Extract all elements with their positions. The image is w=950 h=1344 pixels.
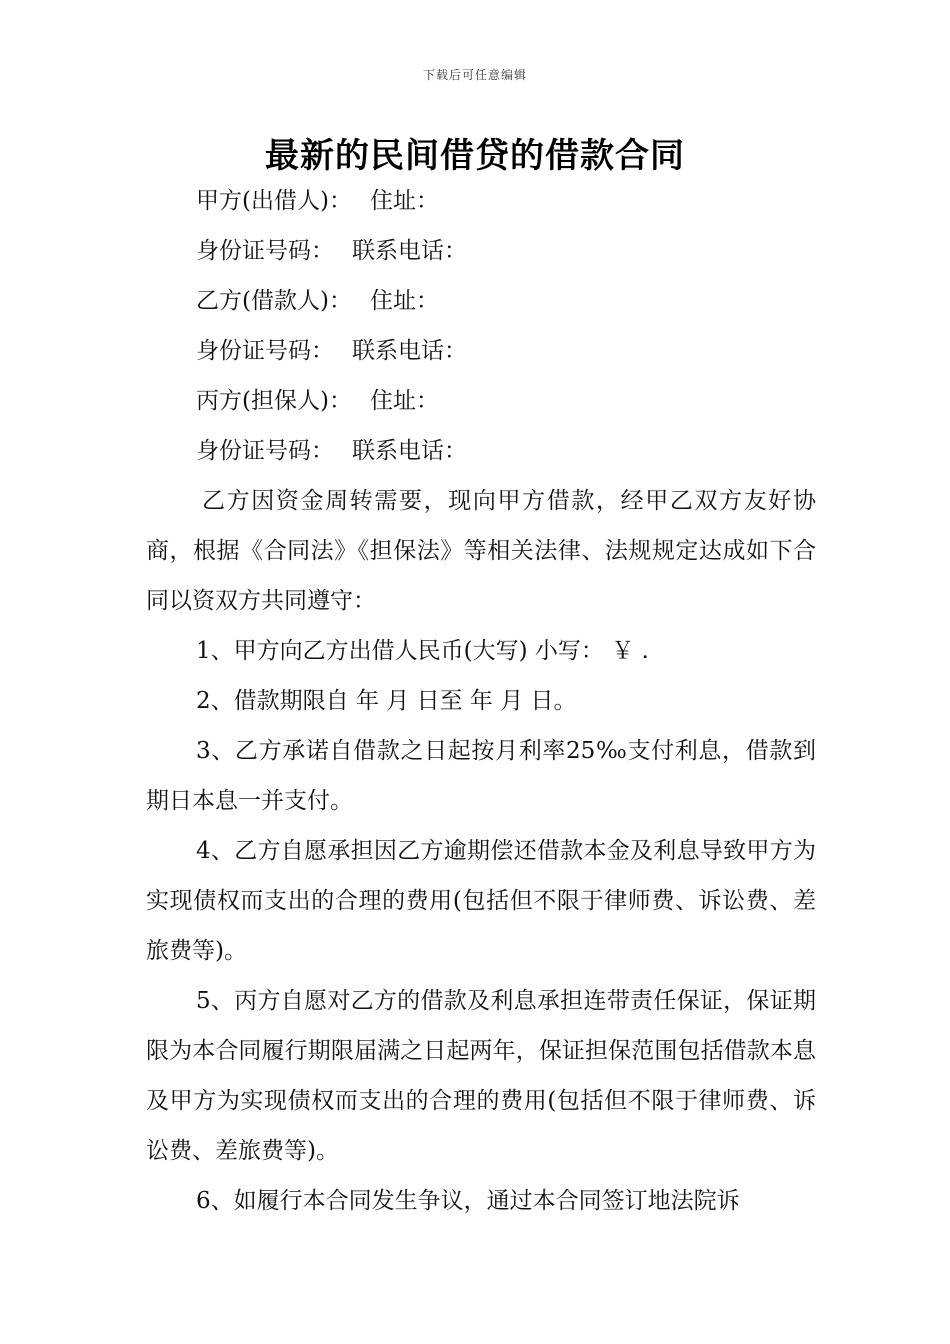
party-line-borrower-id (146, 326, 816, 376)
clause-4: 4、乙方自愿承担因乙方逾期偿还借款本金及利息导致甲方为实现债权而支出的合理的费用(包括但不限于律师费、诉讼费、差旅费等)。 (146, 838, 816, 964)
document-body (146, 176, 816, 1226)
clause-6: 6、如履行本合同发生争议，通过本合同签订地法院诉 (196, 1188, 740, 1214)
party-line-guarantor (146, 376, 816, 426)
clause-2: 2、借款期限自 年 月 日至 年 月 日。 (196, 688, 577, 714)
clause-3: 3、乙方承诺自借款之日起按月利率25‰支付利息，借款到期日本息一并支付。 (146, 738, 816, 814)
party-label: 身份证号码： (196, 438, 334, 464)
party-line-lender-id (146, 226, 816, 276)
party-line-lender (146, 176, 816, 226)
party-field: 联系电话： (352, 438, 467, 464)
header-note: 下载后可任意编辑 (422, 68, 527, 82)
party-field: 住址： (369, 388, 439, 414)
party-label: 身份证号码： (196, 238, 334, 264)
party-label: 甲方(出借人)： (196, 188, 352, 214)
party-line-guarantor-id (146, 426, 816, 476)
party-label: 丙方(担保人)： (196, 388, 352, 414)
party-field: 住址： (369, 188, 439, 214)
party-label: 乙方(借款人)： (196, 288, 352, 314)
clause-1: 1、甲方向乙方出借人民币(大写) 小写： ￥ . (196, 638, 649, 664)
party-field: 联系电话： (352, 338, 467, 364)
party-field: 联系电话： (352, 238, 467, 264)
document-title: 最新的民间借贷的借款合同 (265, 136, 685, 176)
clause-5: 5、丙方自愿对乙方的借款及利息承担连带责任保证，保证期限为本合同履行期限届满之日起两年，保证担保范围包括借款本息及甲方为实现债权而支出的合理的费用(包括但不限于律师费、诉讼费、差旅费等)。 (146, 988, 816, 1164)
party-field: 住址： (369, 288, 439, 314)
party-label: 身份证号码： (196, 338, 334, 364)
intro-paragraph: 乙方因资金周转需要，现向甲方借款，经甲乙双方友好协商，根据《合同法》《担保法》等相关法律、法规规定达成如下合同以资双方共同遵守： (146, 488, 816, 614)
party-line-borrower (146, 276, 816, 326)
